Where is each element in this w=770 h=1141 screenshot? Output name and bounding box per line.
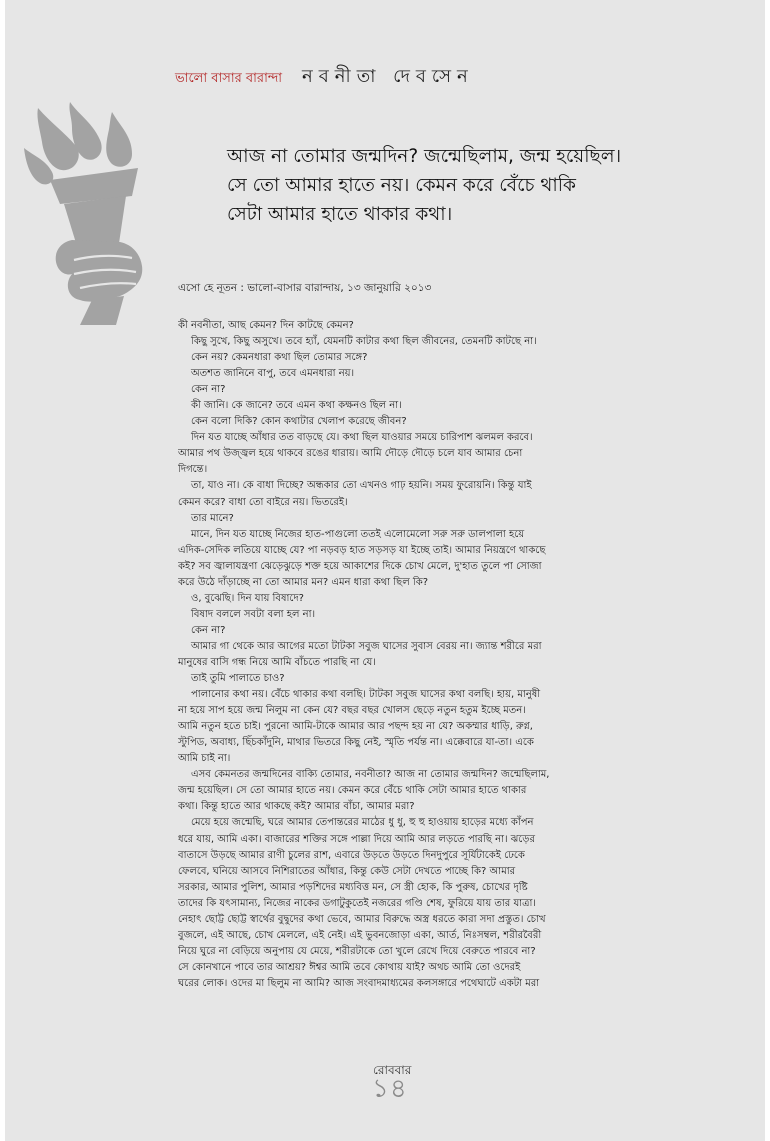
- article-body: [178, 318, 736, 992]
- article-line: ঘরের লোক। ওদের মা ছিলুম না আমি? আজ সংবাদমাধ্যমের কলসঙ্গারে পথেঘাটে একটা মরা: [178, 977, 540, 989]
- article-line: কেন নয়? কেমনধারা কথা ছিল তোমার সঙ্গে?: [191, 352, 368, 364]
- article-line: বাতাসে উড়ছে আমার রাণী চুলের রাশ, এবারে উড়তে উড়তে দিনদুপুরে সূর্যিটাকেই ঢেকে: [178, 849, 525, 861]
- article-line: না হয়ে সাপ হয়ে জন্ম নিলুম না কেন যে? বছর বছর খোলস ছেড়ে নতুন হতুম ইচ্ছে মতন।: [178, 705, 526, 717]
- article-line: মানুষের বাসি গন্ধ নিয়ে আমি বাঁচতে পারছি না যে।: [178, 656, 376, 668]
- torch-in-fist-icon: [20, 100, 175, 325]
- article-line: কেমন করে? বাধা তো বাইরে নয়। ভিতরেই।: [178, 496, 348, 508]
- article-line: দিগন্তে।: [178, 464, 208, 476]
- article-line: আমি নতুন হতে চাই। পুরনো আমি-টাকে আমার আর পছন্দ হয় না যে? অকম্মার ধাড়ি, রুগ্ন,: [178, 721, 533, 733]
- article-line: কী নবনীতা, আছ কেমন? দিন কাটছে কেমন?: [178, 320, 354, 331]
- article-line: কেন বলো দিকি? কোন কথাটার খেলাপ করেছে জীবন?: [191, 416, 407, 428]
- article-line: আমার পথ উজ্জ্বল হয়ে থাকবে রঙের ধারায়। আমি দৌড়ে দৌড়ে চলে যাব আমার চেনা: [178, 448, 523, 460]
- section-title: ভালো বাসার বারান্দা: [175, 71, 283, 86]
- article-line: দিন যত যাচ্ছে আঁধার তত বাড়ছে যে। কথা ছিল যাওয়ার সময়ে চারিপাশ ঝলমল করবে।: [191, 432, 533, 444]
- dateline: এসো হে নূতন : ভালো-বাসার বারান্দায়, ১৩ জানুয়ারি ২০১৩: [178, 282, 432, 294]
- article-line: ধরে যায়, আমি একা। বাজারের শক্তির সঙ্গে পাল্লা দিয়ে আমি আর লড়তে পারছি না। ঝড়ের: [178, 833, 535, 845]
- article-line: কথা। কিন্তু হাতে আর থাকছে কই? আমার বাঁচা, আমার মরা?: [178, 801, 415, 813]
- article-line: জন্ম হয়েছিল। সে তো আমার হাতে নয়। কেমন করে বেঁচে থাকি সেটা আমার হাতে থাকার: [178, 785, 527, 797]
- article-line: আমি চাই না।: [178, 753, 231, 765]
- article-line: পালানোর কথা নয়। বেঁচে থাকার কথা বলছি। টাটকা সবুজ ঘাসের কথা বলছি। হায়, মানুষী: [191, 689, 541, 701]
- article-line: নিয়ে ঘুরে না বেড়িয়ে অনুপায় যে মেয়ে, শরীরটাকে তো খুলে রেখে দিয়ে বেরুতে পারবে না?: [178, 945, 536, 957]
- article-line: নেহাৎ ছোট্ট ছোট্ট স্বার্থের বুদ্বুদের কথা ভেবে, আমার বিরুদ্ধে অস্ত্র ধরতে কারা সদা প্রস্তুত। চোখ: [178, 913, 546, 925]
- article-line: তাই তুমি পালাতে চাও?: [191, 673, 285, 685]
- article-line: সরকার, আমার পুলিশ, আমার পড়শিদের মধ্যবিত্ত মন, সে স্ত্রী হোক, কি পুরুষ, চোখের দৃষ্টি: [178, 881, 528, 893]
- author-name: নবনীতা দেবসেন: [302, 66, 474, 87]
- masthead: [175, 62, 474, 93]
- article-line: তা, যাও না। কে বাধা দিচ্ছে? অন্ধকার তো এখনও গাঢ় হয়নি। সময় ফুরোয়নি। কিন্তু যাই: [191, 480, 532, 492]
- article-line: কিছু সুখে, কিছু অসুখে। তবে হ্যাঁ, যেমনটি কাটার কথা ছিল জীবনের, তেমনটি কাটছে না।: [191, 336, 537, 348]
- article-line: তাদের কি যৎসামান্য, নিজের নাকের ডগাটুকুতেই নজরের গণ্ডি শেষ, ফুরিয়ে যায় তার যাত্রা।: [178, 897, 536, 909]
- article-line: কেন না?: [191, 624, 226, 636]
- article-line: মেয়ে হয়ে জন্মেছি, ঘরে আমার তেপান্তরের মাঠের ধু ধু, হু হু হাওয়ায় হাড়ের মধ্যে কাঁপন: [191, 817, 534, 829]
- pull-quote-line: সে তো আমার হাতে নয়। কেমন করে বেঁচে থাকি: [227, 175, 576, 196]
- article-line: ও, বুঝেছি। দিন যায় বিষাদে?: [191, 592, 304, 604]
- article-line: সে কোনখানে পাবে তার আশ্রয়? ঈশ্বর আমি তবে কোথায় যাই? অথচ আমি তো ওদেরই: [178, 961, 521, 973]
- article-line: স্টুপিড, অবাধ্য, ছিঁচকাঁদুনি, মাথার ভিতরে কিছু নেই, স্মৃতি পর্যন্ত না। এক্কেবারে যা-তা। একে: [178, 737, 534, 749]
- article-line: মানে, দিন যত যাচ্ছে নিজের হাত-পাগুলো ততই এলোমেলো সরু সরু ডালপালা হয়ে: [191, 528, 525, 540]
- page-number: ১৪: [372, 1074, 408, 1104]
- article-line: এসব কেমনতর জন্মদিনের বাক্যি তোমার, নবনীতা? আজ না তোমার জন্মদিন? জন্মেছিলাম,: [191, 769, 550, 781]
- article-line: আমার গা থেকে আর আগের মতো টাটকা সবুজ ঘাসের সুবাস বেরয় না। জ্যান্ত শরীরে মরা: [191, 640, 542, 652]
- magazine-page: [5, 0, 765, 1141]
- article-line: তার মানে?: [191, 512, 234, 524]
- article-line: করে উঠে দাঁড়াচ্ছে না তো আমার মন? এমন ধারা কথা ছিল কি?: [178, 576, 429, 588]
- article-line: অতশত জানিনে বাপু, তবে এমনধারা নয়।: [191, 368, 355, 380]
- article-line: ফেলবে, ঘনিয়ে আসবে নিশিরাতের আঁধার, কিন্তু কেউ সেটা দেখতে পাচ্ছে কি? আমার: [178, 865, 516, 877]
- article-line: বুজলে, এই আছে, চোখ মেললে, এই নেই। এই ভুবনজোড়া একা, আর্ত, নিঃসম্বল, শরীরবৈরী: [178, 929, 542, 941]
- article-line: বিষাদ বললে সবটা বলা হল না।: [191, 608, 316, 620]
- magazine-name: রোববার: [373, 1063, 412, 1077]
- pull-quote: [227, 142, 727, 229]
- pull-quote-line: সেটা আমার হাতে থাকার কথা।: [227, 204, 453, 225]
- article-line: কই? সব জ্বালাযন্ত্রণা ঝেড়েঝুড়ে শক্ত হয়ে আকাশের দিকে চোখ মেলে, দু'হাত তুলে পা সোজা: [178, 560, 542, 572]
- article-line: কী জানি। কে জানে? তবে এমন কথা কক্ষনও ছিল না।: [191, 400, 402, 412]
- article-line: এদিক-সেদিক লতিয়ে যাচ্ছে যে? পা নড়বড় হাত সড়সড় যা ইচ্ছে তাই। আমার নিয়ন্ত্রণে থাকছে: [178, 544, 546, 556]
- pull-quote-line: আজ না তোমার জন্মদিন? জন্মেছিলাম, জন্ম হয়েছিল।: [227, 146, 622, 167]
- article-line: কেন না?: [191, 384, 226, 396]
